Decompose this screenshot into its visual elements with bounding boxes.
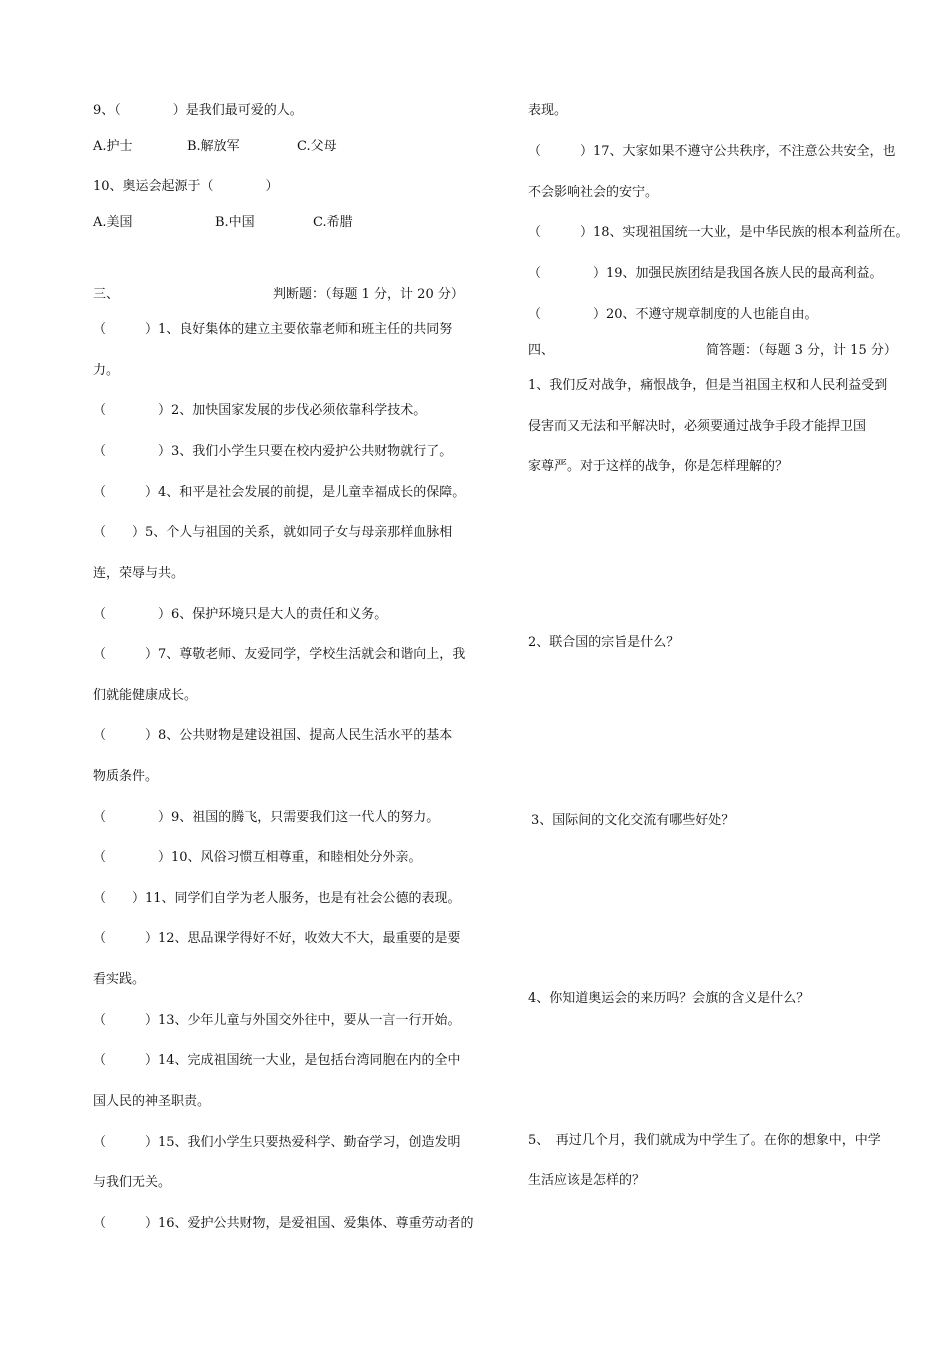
tf-line: （ ）16、爱护公共财物，是爱祖国、爱集体、尊重劳动者的 (93, 1216, 474, 1231)
tf-line: （ ）6、保护环境只是大人的责任和义务。 (93, 607, 388, 622)
short-question-3: 3、国际间的文化交流有哪些好处？ (531, 813, 735, 828)
tf-line: 连，荣辱与共。 (93, 566, 185, 581)
short-question-4: 4、你知道奥运会的来历吗？会旗的含义是什么？ (528, 991, 810, 1006)
section-3-title: 判断题：（每题 1 分，计 20 分） (273, 287, 464, 302)
option-b: B.中国 (215, 215, 255, 230)
tf-line: （ ）15、我们小学生只要热爱科学、勤奋学习，创造发明 (93, 1135, 461, 1150)
section-4-number: 四、 (528, 343, 555, 358)
tf-line: （ ）5、个人与祖国的关系，就如同子女与母亲那样血脉相 (93, 525, 453, 540)
option-a: A.护士 (93, 139, 133, 154)
tf-line: （ ）9、祖国的腾飞，只需要我们这一代人的努力。 (93, 810, 440, 825)
tf-line: （ ）3、我们小学生只要在校内爱护公共财物就行了。 (93, 444, 453, 459)
tf-line: （ ）19、加强民族团结是我国各族人民的最高利益。 (528, 266, 883, 281)
tf-line: （ ）20、不遵守规章制度的人也能自由。 (528, 307, 818, 322)
tf-line: （ ）18、实现祖国统一大业，是中华民族的根本利益所在。 (528, 225, 909, 240)
tf-line: 不会影响社会的安宁。 (528, 185, 659, 200)
question-9-options (93, 138, 337, 156)
option-b: B.解放军 (187, 139, 240, 154)
tf-line: （ ）7、尊敬老师、友爱同学，学校生活就会和谐向上，我 (93, 647, 466, 662)
tf-line: 国人民的神圣职责。 (93, 1094, 211, 1109)
section-4-title: 简答题：（每题 3 分，计 15 分） (706, 343, 897, 358)
tf-line: （ ）1、良好集体的建立主要依靠老师和班主任的共同努 (93, 322, 453, 337)
tf-line: 表现。 (528, 103, 568, 118)
short-question-5: 生活应该是怎样的？ (528, 1173, 646, 1188)
tf-line: （ ）13、少年儿童与外国交外往中，要从一言一行开始。 (93, 1013, 461, 1028)
question-10-options (93, 214, 353, 232)
option-c: C.希腊 (313, 215, 353, 230)
tf-line: 物质条件。 (93, 769, 159, 784)
tf-line: 力。 (93, 363, 120, 378)
section-3-number: 三、 (93, 287, 120, 302)
tf-line: （ ）8、公共财物是建设祖国、提高人民生活水平的基本 (93, 728, 453, 743)
short-question-1: 1、我们反对战争，痛恨战争，但是当祖国主权和人民利益受到 (528, 378, 888, 393)
short-question-5: 5、 再过几个月，我们就成为中学生了。在你的想象中，中学 (528, 1133, 881, 1148)
option-a: A.美国 (93, 215, 133, 230)
short-question-1: 侵害而又无法和平解决时，必须要通过战争手段才能捍卫国 (528, 419, 867, 434)
tf-line: （ ）11、同学们自学为老人服务，也是有社会公德的表现。 (93, 891, 461, 906)
tf-line: 与我们无关。 (93, 1175, 172, 1190)
question-9-stem: 9、（ ）是我们最可爱的人。 (93, 103, 303, 118)
tf-line: （ ）17、大家如果不遵守公共秩序，不注意公共安全，也 (528, 144, 896, 159)
option-c: C.父母 (297, 139, 337, 154)
tf-line: （ ）12、思品课学得好不好，收效大不大，最重要的是要 (93, 931, 461, 946)
tf-line: （ ）14、完成祖国统一大业，是包括台湾同胞在内的全中 (93, 1053, 461, 1068)
short-question-2: 2、联合国的宗旨是什么？ (528, 635, 680, 650)
short-question-1: 家尊严。对于这样的战争，你是怎样理解的？ (528, 459, 789, 474)
tf-line: （ ）4、和平是社会发展的前提，是儿童幸福成长的保障。 (93, 485, 466, 500)
question-10-stem: 10、奥运会起源于（ ） (93, 179, 279, 194)
tf-line: （ ）2、加快国家发展的步伐必须依靠科学技术。 (93, 403, 427, 418)
tf-line: 看实践。 (93, 972, 146, 987)
tf-line: （ ）10、风俗习惯互相尊重，和睦相处分外亲。 (93, 850, 422, 865)
tf-line: 们就能健康成长。 (93, 688, 198, 703)
